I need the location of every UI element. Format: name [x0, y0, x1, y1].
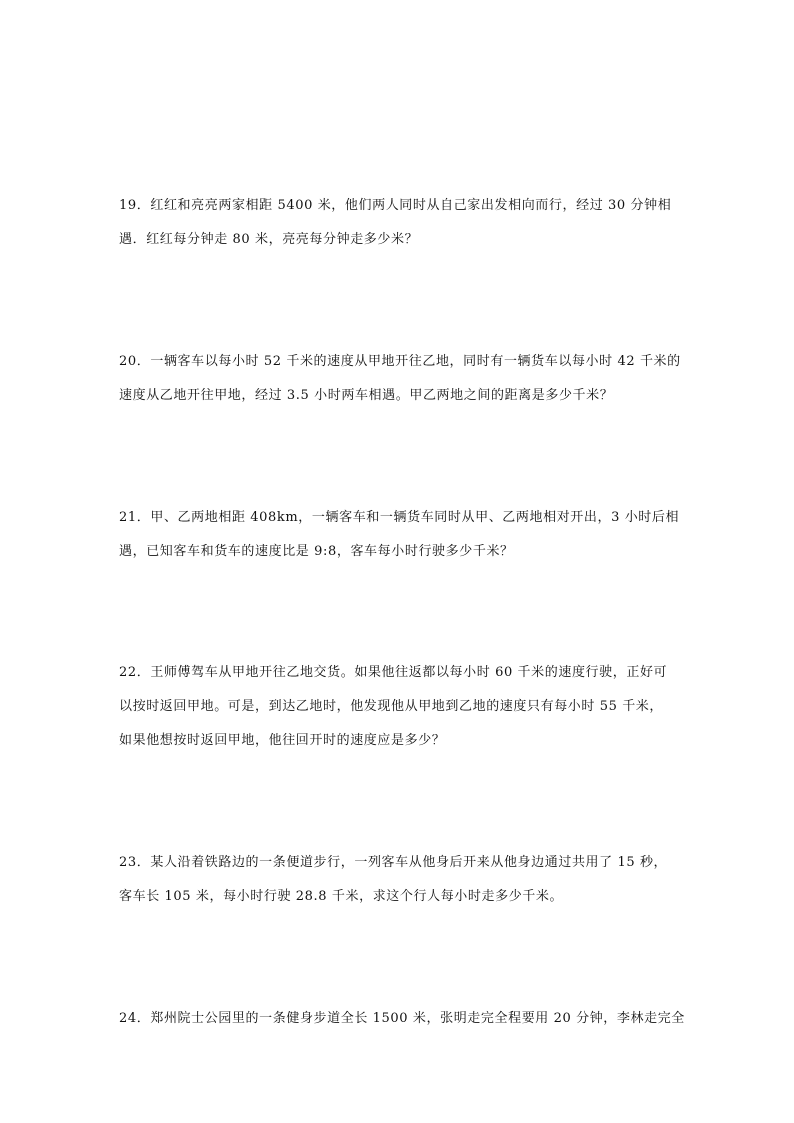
problem-21 [119, 509, 679, 560]
problem-text-line: 客车长 105 米，每小时行驶 28.8 千米，求这个行人每小时走多少千米。 [119, 889, 564, 904]
problem-text-line: 遇，已知客车和货车的速度比是 9:8，客车每小时行驶多少千米？ [119, 544, 514, 559]
problem-text-line: 19．红红和亮亮两家相距 5400 米，他们两人同时从自己家出发相向而行，经过 30 分钟相 [119, 198, 672, 213]
problem-22 [119, 664, 679, 749]
problem-text-line: 24．郑州院士公园里的一条健身步道全长 1500 米，张明走完全程要用 20 分钟，李林走完全 [119, 1011, 685, 1026]
problem-24 [119, 1010, 685, 1027]
problem-text-line: 遇．红红每分钟走 80 米，亮亮每分钟走多少米？ [119, 232, 419, 247]
problem-text-line: 以按时返回甲地。可是，到达乙地时，他发现他从甲地到乙地的速度只有每小时 55 千米， [119, 699, 664, 714]
problem-text-line: 20．一辆客车以每小时 52 千米的速度从甲地开往乙地，同时有一辆货车以每小时 42 千米的 [119, 354, 681, 369]
problem-text-line: 如果他想按时返回甲地，他往回开时的速度应是多少？ [119, 733, 446, 748]
problem-text-line: 速度从乙地开往甲地，经过 3.5 小时两车相遇。甲乙两地之间的距离是多少千米？ [119, 388, 614, 403]
problem-19 [119, 197, 679, 248]
problem-20 [119, 353, 679, 404]
problem-23 [119, 854, 679, 905]
problem-text-line: 22．王师傅驾车从甲地开往乙地交货。如果他往返都以每小时 60 千米的速度行驶，正好可 [119, 665, 668, 680]
problem-text-line: 23．某人沿着铁路边的一条便道步行，一列客车从他身后开来从他身边通过共用了 15 秒， [119, 855, 668, 870]
problem-text-line: 21．甲、乙两地相距 408km，一辆客车和一辆货车同时从甲、乙两地相对开出，3 小时后相 [119, 510, 680, 525]
